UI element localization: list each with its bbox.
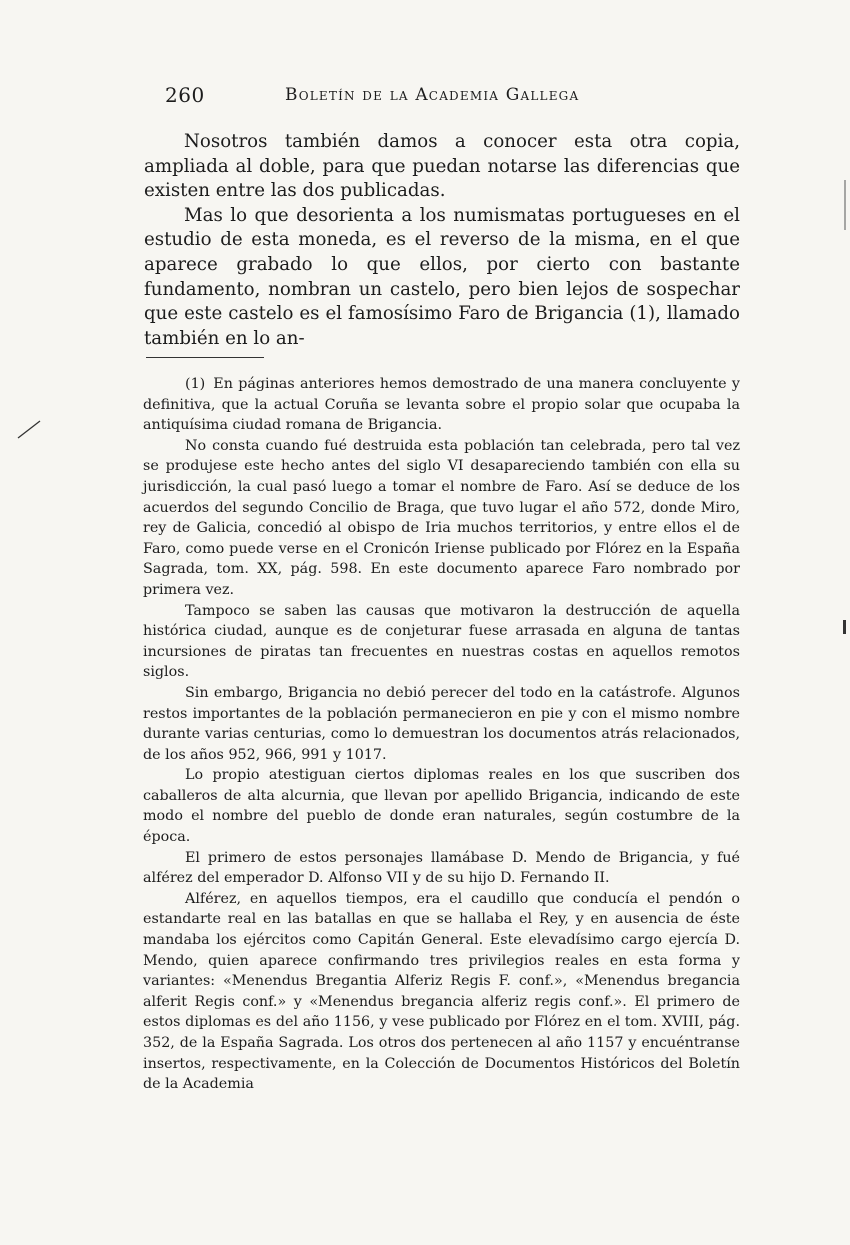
margin-edge-mark — [842, 620, 848, 636]
footnote-paragraph: El primero de estos personajes llamábase D. Mendo de Brigancia, y fué alférez del emperador D. Alfonso VII y de su hijo D. Fernando II. — [143, 849, 740, 887]
page-number: 260 — [165, 83, 205, 107]
footnote-marker: (1) — [185, 376, 206, 392]
footnote-separator — [146, 357, 264, 358]
body-paragraph: Mas lo que desorienta a los numismatas portugueses en el estudio de esta moneda, es el reverso de la misma, en el que aparece grabado lo que ellos, por cierto con bastante fundamento, nombran un castelo, pero bien lejos de sospechar que este castelo es el famosísimo Faro de Brigancia (1), llamado también en lo an- — [144, 204, 740, 349]
footnote-paragraph: Sin embargo, Brigancia no debió perecer del todo en la catástrofe. Algunos restos importantes de la población permanecieron en pie y con el mismo nombre durante varias centurias, como lo demuestran los documentos atrás relacionados, de los años 952, 966, 991 y 1017. — [143, 684, 740, 763]
body-paragraph: Nosotros también damos a conocer esta otra copia, ampliada al doble, para que puedan notarse las diferencias que existen entre las dos publicadas. — [144, 131, 740, 202]
margin-edge-line — [842, 180, 848, 230]
footnote-paragraph: Tampoco se saben las causas que motivaron la destrucción de aquella histórica ciudad, aunque es de conjeturar fuese arrasada en alguna de tantas incursiones de piratas tan frecuentes en nuestras costas en aquellos remotos siglos. — [143, 602, 740, 681]
footnote-text: En páginas anteriores hemos demostrado de una manera concluyente y definitiva, que la actual Coruña se levanta sobre el propio solar que ocupaba la antiquísima ciudad romana de Brigancia. — [143, 376, 740, 434]
footnotes — [143, 374, 740, 1095]
footnote-paragraph: No consta cuando fué destruida esta población tan celebrada, pero tal vez se produjese este hecho antes del siglo VI desapareciendo también con ella su jurisdicción, la cual pasó luego a tomar el nombre de Faro. Así se deduce de los acuerdos del segundo Concilio de Braga, que tuvo lugar el año 572, donde Miro, rey de Galicia, concedió al obispo de Iria muchos territorios, y entre ellos el de Faro, como puede verse en el Cronicón Iriense publicado por Flórez en la España Sagrada, tom. XX, pág. 598. En este documento aparece Faro nombrado por primera vez. — [143, 437, 740, 598]
main-text — [144, 130, 740, 351]
running-title: Boletín de la Academia Gallega — [285, 85, 580, 105]
footnote-paragraph: Lo propio atestiguan ciertos diplomas reales en los que suscriben dos caballeros de alta alcurnia, que llevan por apellido Brigancia, indicando de este modo el nombre del pueblo de donde eran naturales, según costumbre de la época. — [143, 767, 740, 846]
footnote-paragraph: Alférez, en aquellos tiempos, era el caudillo que conducía el pendón o estandarte real en las batallas en que se hallaba el Rey, y en ausencia de éste mandaba los ejércitos como Capitán General. Este elevadísimo cargo ejercía D. Mendo, quien aparece confirmando tres privilegios reales en esta forma y variantes: «Menendus Bregantia Alferiz Regis F. conf.», «Menendus bregancia alferit Regis conf.» y «Menendus bregancia alferiz regis conf.». El primero de estos diplomas es del año 1156, y vese publicado por Flórez en el tom. XVIII, pág. 352, de la España Sagrada. Los otros dos pertenecen al año 1157 y encuéntranse insertos, respectivamente, en la Colección de Documentos Históricos del Boletín de la Academia — [143, 890, 740, 1093]
margin-stroke-mark — [16, 418, 42, 440]
page-header — [165, 83, 615, 113]
footnote-paragraph — [143, 374, 740, 436]
